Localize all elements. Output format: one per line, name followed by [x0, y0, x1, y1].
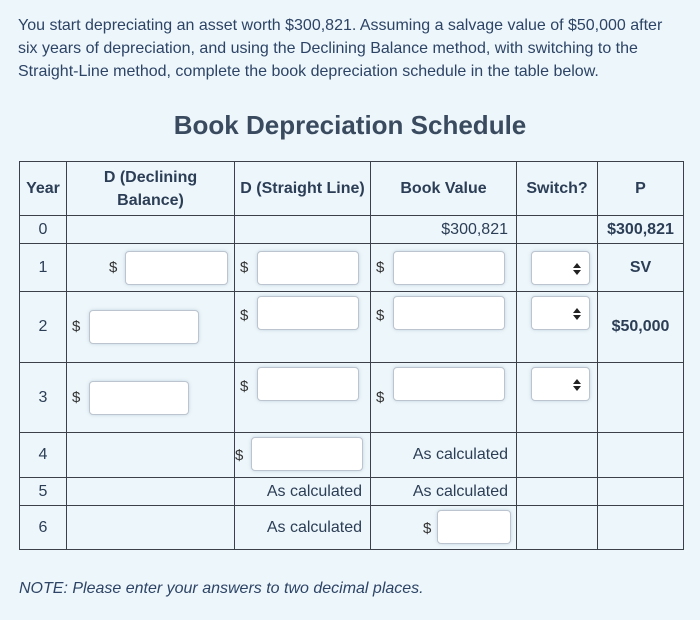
- currency-symbol: $: [376, 259, 385, 276]
- header-switch: Switch?: [517, 162, 598, 216]
- year-cell: 4: [20, 433, 67, 478]
- currency-symbol: $: [376, 307, 385, 324]
- currency-symbol: $: [72, 318, 81, 335]
- currency-symbol: $: [72, 389, 81, 406]
- currency-symbol: $: [240, 378, 249, 395]
- book-value-cell: [371, 363, 517, 433]
- bv-input-year-3[interactable]: [393, 367, 505, 401]
- header-declining-balance: D (Declining Balance): [67, 162, 235, 216]
- switch-select-year-1[interactable]: [531, 251, 590, 285]
- currency-symbol: $: [240, 307, 249, 324]
- sl-input-year-3[interactable]: [257, 367, 359, 401]
- p-cell: [598, 363, 684, 433]
- table-row: [20, 216, 684, 244]
- year-cell: 1: [20, 244, 67, 292]
- sl-cell: [235, 292, 371, 363]
- book-value-cell: [371, 506, 517, 550]
- sl-cell: As calculated: [235, 478, 371, 506]
- updown-arrows-icon: [573, 263, 581, 275]
- db-cell: [67, 363, 235, 433]
- year-cell: 6: [20, 506, 67, 550]
- p-cell: [598, 506, 684, 550]
- depreciation-schedule-table: [19, 161, 684, 550]
- db-input-year-3[interactable]: [89, 381, 189, 415]
- book-value-cell: $300,821: [371, 216, 517, 244]
- db-cell: [67, 506, 235, 550]
- header-row: [20, 162, 684, 216]
- switch-cell: [517, 433, 598, 478]
- sl-cell: [235, 363, 371, 433]
- book-value-cell: [371, 244, 517, 292]
- sl-input-year-1[interactable]: [257, 251, 359, 285]
- currency-symbol: $: [376, 389, 385, 406]
- sl-input-year-2[interactable]: [257, 296, 359, 330]
- switch-cell: [517, 506, 598, 550]
- year-cell: 2: [20, 292, 67, 363]
- table-row: [20, 506, 684, 550]
- p-cell: $300,821: [598, 216, 684, 244]
- db-cell: [67, 292, 235, 363]
- p-cell: [598, 478, 684, 506]
- currency-symbol: $: [240, 259, 249, 276]
- sl-cell: [235, 244, 371, 292]
- bv-input-year-1[interactable]: [393, 251, 505, 285]
- db-cell: [67, 478, 235, 506]
- sl-cell: [235, 433, 371, 478]
- table-row: [20, 478, 684, 506]
- p-cell: [598, 433, 684, 478]
- switch-select-year-3[interactable]: [531, 367, 590, 401]
- note-text: NOTE: Please enter your answers to two decimal places.: [19, 580, 424, 597]
- year-cell: 3: [20, 363, 67, 433]
- switch-cell: [517, 216, 598, 244]
- db-cell: [67, 244, 235, 292]
- book-value-cell: [371, 292, 517, 363]
- bv-input-year-6[interactable]: [437, 510, 511, 544]
- header-book-value: Book Value: [371, 162, 517, 216]
- currency-symbol: $: [235, 447, 244, 464]
- sl-input-year-4[interactable]: [251, 437, 363, 471]
- table-row: [20, 433, 684, 478]
- sl-cell: As calculated: [235, 506, 371, 550]
- book-value-cell: As calculated: [371, 478, 517, 506]
- db-input-year-2[interactable]: [89, 310, 199, 344]
- switch-cell: [517, 292, 598, 363]
- switch-cell: [517, 478, 598, 506]
- bv-input-year-2[interactable]: [393, 296, 505, 330]
- book-value-cell: As calculated: [371, 433, 517, 478]
- switch-cell: [517, 244, 598, 292]
- db-input-year-1[interactable]: [125, 251, 228, 285]
- year-cell: 5: [20, 478, 67, 506]
- switch-cell: [517, 363, 598, 433]
- table-row: [20, 244, 684, 292]
- problem-statement: You start depreciating an asset worth $300,821. Assuming a salvage value of $50,000 after six years of depreciation, and using the Declining Balance method, with switching to the Straight-Line method, complete the book depreciation schedule in the table below.: [18, 17, 663, 80]
- db-cell: [67, 433, 235, 478]
- currency-symbol: $: [109, 259, 118, 276]
- header-straight-line: D (Straight Line): [235, 162, 371, 216]
- header-year: Year: [20, 162, 67, 216]
- db-cell: [67, 216, 235, 244]
- table-row: [20, 363, 684, 433]
- p-cell: $50,000: [598, 292, 684, 363]
- switch-select-year-2[interactable]: [531, 296, 590, 330]
- table-row: [20, 292, 684, 363]
- updown-arrows-icon: [573, 379, 581, 391]
- sl-cell: [235, 216, 371, 244]
- schedule-title: Book Depreciation Schedule: [173, 110, 527, 140]
- updown-arrows-icon: [573, 308, 581, 320]
- p-cell: SV: [598, 244, 684, 292]
- currency-symbol: $: [423, 520, 432, 537]
- header-p: P: [598, 162, 684, 216]
- year-cell: 0: [20, 216, 67, 244]
